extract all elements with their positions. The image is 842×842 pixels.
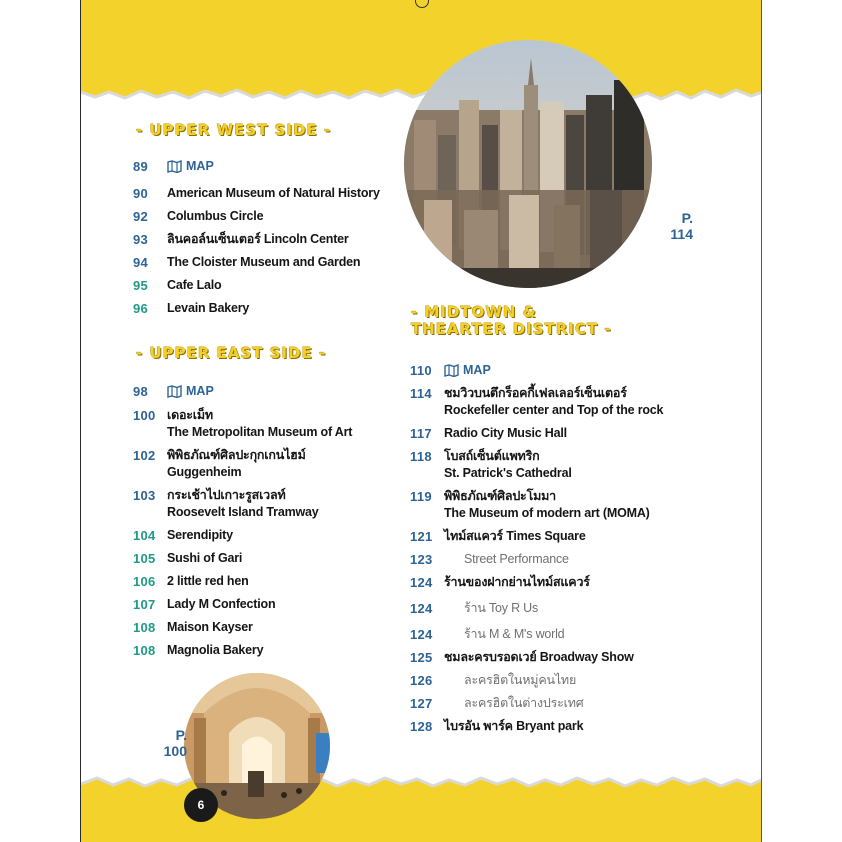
section-title-midtown: - MIDTOWN & THEARTER DISTRICT - [411,303,612,338]
toc-entry-sub[interactable]: 124 ร้าน Toy R Us [410,601,539,616]
toc-entry[interactable]: 114 ชมวิวบนตึกร็อคกี้เฟลเลอร์เซ็นเตอร์ Rockefeller center and Top of the rock [410,386,664,417]
toc-entry[interactable]: 118 โบสถ์เซ็นต์แพทริก St. Patrick's Cathedral [410,449,572,480]
page-number-badge: 6 [184,788,218,822]
toc-entry-sub[interactable]: 126 ละครฮิตในหมู่คนไทย [410,673,577,688]
toc-entry[interactable]: 104 Serendipity [133,528,233,543]
toc-entry[interactable]: 108 Maison Kayser [133,620,253,635]
toc-entry[interactable]: 106 2 little red hen [133,574,249,589]
toc-entry[interactable]: 125 ชมละครบรอดเวย์ Broadway Show [410,650,634,665]
photo-page-reference-city: P. 114 [670,210,693,242]
toc-entry[interactable]: 117 Radio City Music Hall [410,426,567,441]
map-icon [444,364,459,377]
toc-entry[interactable]: 96 Levain Bakery [133,301,250,316]
toc-entry-map[interactable]: 98 MAP [133,384,214,399]
toc-entry[interactable]: 108 Magnolia Bakery [133,643,264,658]
toc-entry[interactable]: 107 Lady M Confection [133,597,276,612]
photo-page-reference-museum: P. 100 [163,727,187,759]
toc-entry[interactable]: 93 ลินคอล์นเซ็นเตอร์ Lincoln Center [133,232,349,247]
toc-entry[interactable]: 119 พิพิธภัณฑ์ศิลปะโมมา The Museum of modern art (MOMA) [410,489,650,520]
toc-entry[interactable]: 100 เดอะเม็ท The Metropolitan Museum of Art [133,408,353,439]
city-skyline-photo [404,40,652,288]
map-icon [167,160,182,173]
toc-entry[interactable]: 94 The Cloister Museum and Garden [133,255,361,270]
section-title-upper-east-side: - UPPER EAST SIDE - [136,344,327,362]
top-torn-paper-band [81,0,762,110]
map-icon [167,385,182,398]
toc-entry[interactable]: 121 ไทม์สแควร์ Times Square [410,529,586,544]
toc-entry-sub[interactable]: 127 ละครฮิตในต่างประเทศ [410,696,584,711]
toc-entry-sub[interactable]: 123 Street Performance [410,552,569,567]
page-edge [761,0,762,842]
toc-entry[interactable]: 124 ร้านของฝากย่านไทม์สแควร์ [410,575,590,590]
toc-entry[interactable]: 103 กระเช้าไปเกาะรูสเวลท์ Roosevelt Island Tramway [133,488,319,519]
toc-entry[interactable]: 95 Cafe Lalo [133,278,222,293]
toc-entry-map[interactable]: 89 MAP [133,159,214,174]
toc-entry[interactable]: 102 พิพิธภัณฑ์ศิลปะกุกเกนไฮม์ Guggenheim [133,448,306,479]
toc-entry[interactable]: 90 American Museum of Natural History [133,186,380,201]
toc-entry[interactable]: 105 Sushi of Gari [133,551,243,566]
book-page [80,0,762,842]
toc-entry[interactable]: 92 Columbus Circle [133,209,264,224]
toc-entry-sub[interactable]: 124 ร้าน M & M's world [410,627,565,642]
section-title-upper-west-side: - UPPER WEST SIDE - [136,121,332,139]
toc-entry[interactable]: 128 ไบรอัน พาร์ค Bryant park [410,719,584,734]
toc-entry-map[interactable]: 110 MAP [410,363,491,378]
